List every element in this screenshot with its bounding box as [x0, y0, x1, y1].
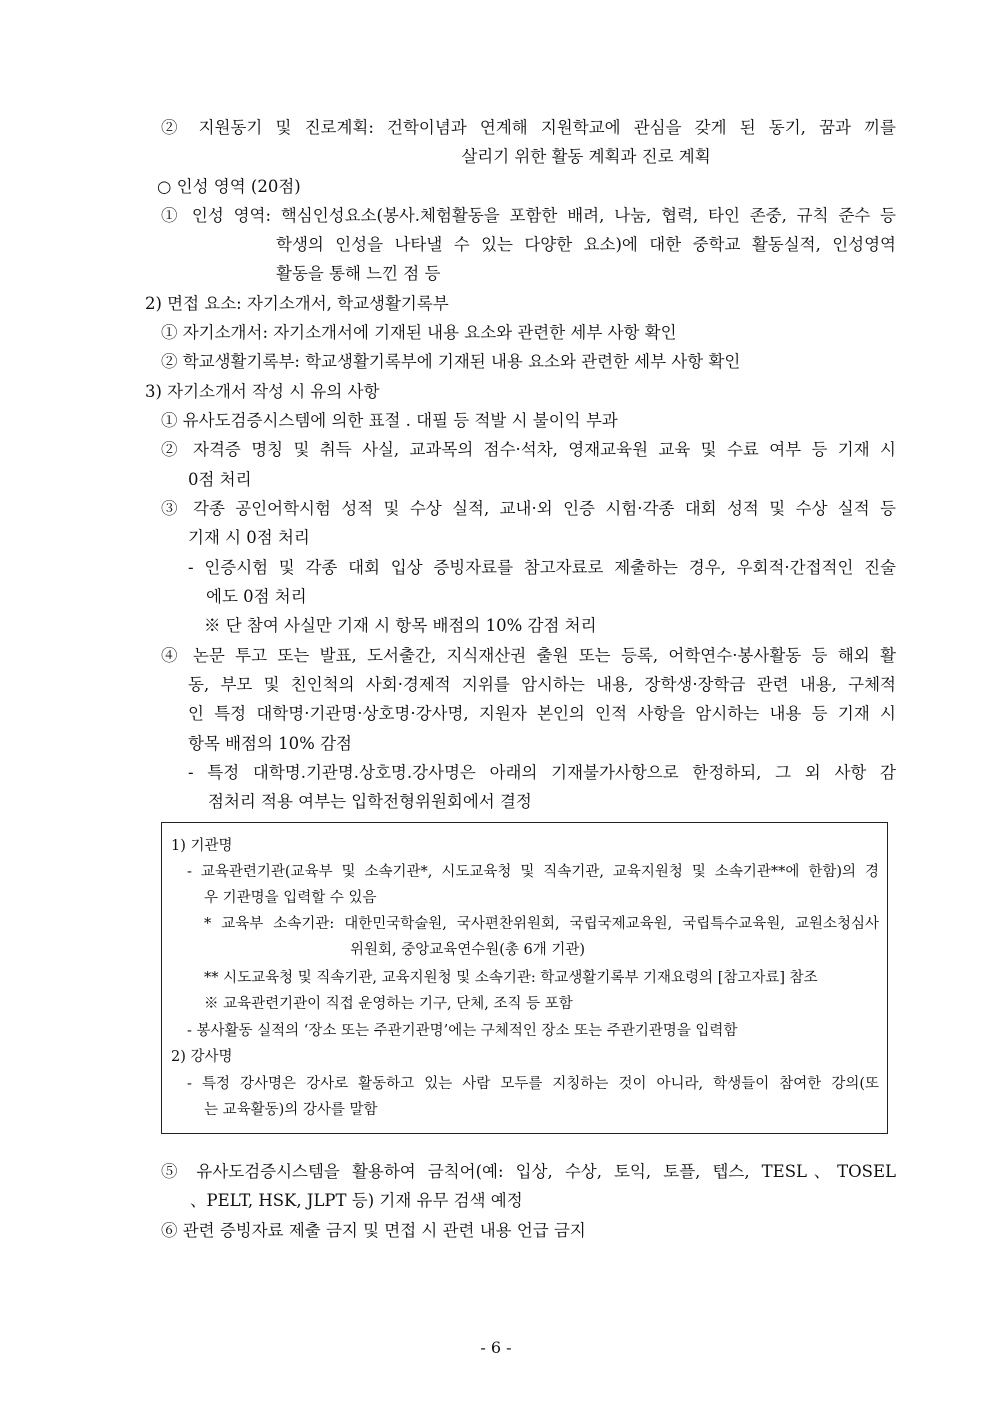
caution-item-1: ① 유사도검증시스템에 의한 표절 . 대필 등 적발 시 불이익 부과: [161, 411, 618, 430]
caution-item-4-cont-2: 인 특정 대학명·기관명·상호명·강사명, 지원자 본인의 인적 사항을 암시하는 내용 등 기재 시: [188, 704, 896, 723]
writing-cautions-heading: 3) 자기소개서 작성 시 유의 사항: [145, 382, 380, 401]
box-volunteer-line: - 봉사활동 실적의 ‘장소 또는 주관기관명’에는 구체적인 장소 또는 주관기관명을 입력함: [187, 1023, 738, 1039]
caution-item-5: ⑤ 유사도검증시스템을 활용하여 금칙어(예: 입상, 수상, 토익, 토플, 텝스, TESL、TOSEL: [161, 1162, 896, 1181]
restriction-box: [161, 822, 888, 1134]
character-item: ① 인성 영역: 핵심인성요소(봉사.체험활동을 포함한 배려, 나눔, 협력, 타인 존중, 규칙 준수 등: [161, 206, 896, 225]
box-lecturer-line-cont: 는 교육활동)의 강사를 말함: [204, 1102, 378, 1118]
caution-item-3-cont: 기재 시 0점 처리: [188, 528, 310, 547]
caution-item-5-cont: 、PELT, HSK, JLPT 등) 기재 유무 검색 예정: [190, 1191, 523, 1210]
box-ministry-note-cont: 위원회, 중앙교육연수원(총 6개 기관): [350, 942, 586, 958]
caution-item-4-sub: - 특정 대학명.기관명.상호명.강사명은 아래의 기재불가사항으로 한정하되, 그 외 사항 감: [188, 763, 896, 782]
caution-item-4-cont-3: 항목 배점의 10% 감점: [188, 734, 352, 753]
caution-item-4: ④ 논문 투고 또는 발표, 도서출간, 지식재산권 출원 또는 등록, 어학연수·봉사활동 등 해외 활: [161, 646, 896, 665]
motivation-item-cont: 살리기 위한 활동 계획과 진로 계획: [461, 147, 711, 166]
page-number: - 6 -: [480, 1338, 512, 1357]
caution-item-4-cont: 동, 부모 및 친인척의 사회·경제적 지위를 암시하는 내용, 장학생·장학금 관련 내용, 구체적: [188, 675, 896, 694]
self-intro-item: ① 자기소개서: 자기소개서에 기재된 내용 요소와 관련한 세부 사항 확인: [161, 323, 677, 342]
school-record-item: ② 학교생활기록부: 학교생활기록부에 기재된 내용 요소와 관련한 세부 사항 확인: [161, 352, 741, 371]
box-lecturer-line: - 특정 강사명은 강사로 활동하고 있는 사람 모두를 지칭하는 것이 아니라, 학생들이 참여한 강의(또: [187, 1076, 879, 1092]
box-institution-line: - 교육관련기관(교육부 및 소속기관*, 시도교육청 및 직속기관, 교육지원청 및 소속기관**에 한함)의 경: [187, 864, 879, 880]
box-heading-institution: 1) 기관명: [171, 838, 233, 854]
caution-item-3-note: ※ 단 참여 사실만 기재 시 항목 배점의 10% 감점 처리: [204, 616, 597, 635]
interview-elements-heading: 2) 면접 요소: 자기소개서, 학교생활기록부: [145, 294, 449, 313]
caution-item-6: ⑥ 관련 증빙자료 제출 금지 및 면접 시 관련 내용 언급 금지: [161, 1221, 586, 1240]
caution-item-3-sub-cont: 에도 0점 처리: [206, 587, 307, 606]
box-institution-line-cont: 우 기관명을 입력할 수 있음: [204, 890, 377, 906]
box-heading-lecturer: 2) 강사명: [171, 1049, 233, 1065]
box-related-org-note: ※ 교육관련기관이 직접 운영하는 기구, 단체, 조직 등 포함: [204, 996, 573, 1012]
character-item-cont: 학생의 인성을 나타낼 수 있는 다양한 요소)에 대한 중학교 활동실적, 인성영역: [276, 235, 896, 254]
caution-item-4-sub-cont: 점처리 적용 여부는 입학전형위원회에서 결정: [208, 792, 532, 811]
character-item-cont-2: 활동을 통해 느낀 점 등: [276, 264, 441, 283]
box-ministry-note: * 교육부 소속기관: 대한민국학술원, 국사편찬위원회, 국립국제교육원, 국립특수교육원, 교원소청심사: [204, 916, 879, 932]
caution-item-2: ② 자격증 명칭 및 취득 사실, 교과목의 점수·석차, 영재교육원 교육 및 수료 여부 등 기재 시: [161, 440, 896, 459]
caution-item-3: ③ 각종 공인어학시험 성적 및 수상 실적, 교내·외 인증 시험·각종 대회 성적 및 수상 실적 등: [161, 499, 896, 518]
motivation-item: ② 지원동기 및 진로계획: 건학이념과 연계해 지원학교에 관심을 갖게 된 동기, 꿈과 끼를: [161, 118, 896, 137]
box-education-office-note: ** 시도교육청 및 직속기관, 교육지원청 및 소속기관: 학교생활기록부 기재요령의 [참고자료] 참조: [204, 970, 818, 986]
character-section-heading: ○ 인성 영역 (20점): [157, 177, 301, 196]
caution-item-3-sub: - 인증시험 및 각종 대회 입상 증빙자료를 참고자료로 제출하는 경우, 우회적·간접적인 진술: [188, 558, 896, 577]
caution-item-2-cont: 0점 처리: [188, 470, 252, 489]
